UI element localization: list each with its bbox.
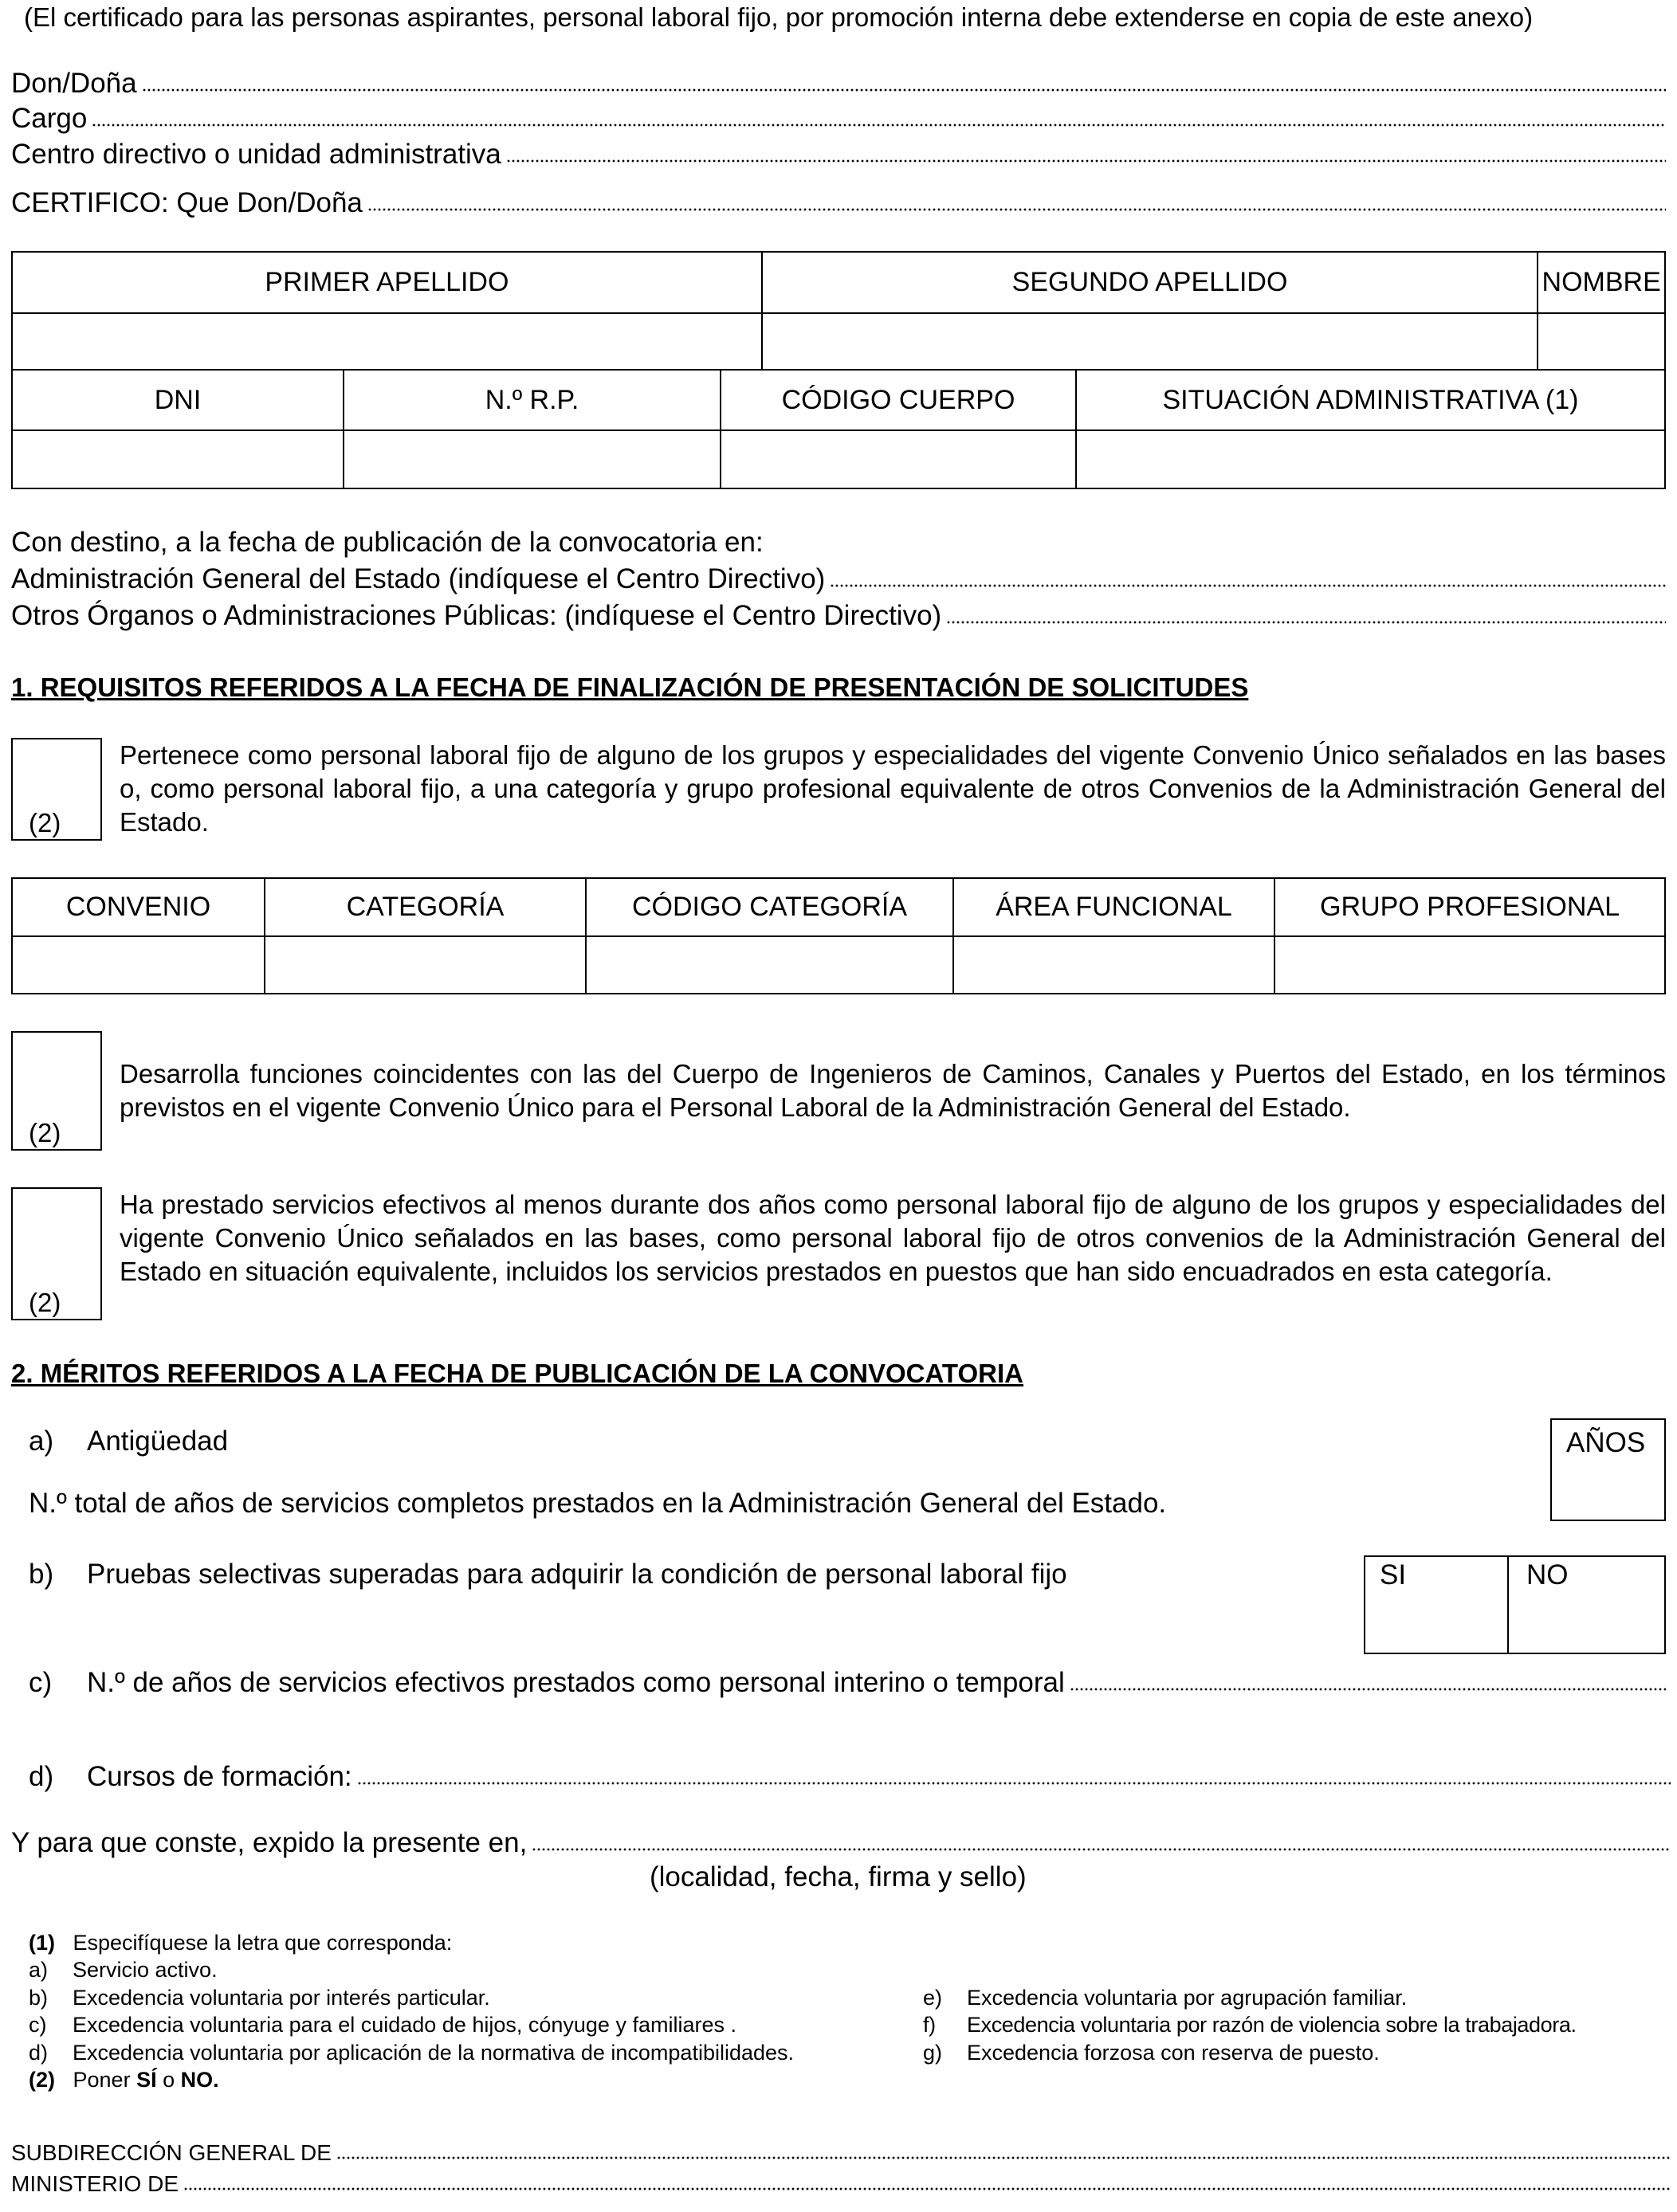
req1-text: Pertenece como personal laboral fijo de alguno de los grupos y especialidades del vigente Convenio Único señalados en las bases o, como personal laboral fijo, a una categoría y grupo profesional equivalente de otros Convenios de la Administración General del Estado. xyxy=(120,740,1666,837)
dotted-leader xyxy=(92,123,1666,127)
req1-checkbox[interactable] xyxy=(11,738,102,841)
ministerio-field[interactable] xyxy=(11,2171,1671,2198)
dotted-leader xyxy=(830,583,1666,588)
req3-checkbox[interactable] xyxy=(11,1187,102,1320)
cell-nombre[interactable] xyxy=(1538,313,1665,370)
req2-checkbox[interactable] xyxy=(11,1031,102,1151)
section-2-title: 2. MÉRITOS REFERIDOS A LA FECHA DE PUBLICACIÓN DE LA CONVOCATORIA xyxy=(11,1359,1023,1388)
cell-dni[interactable] xyxy=(12,430,344,488)
merit-c-letter: c) xyxy=(29,1667,53,1698)
cell-codigo-categoria[interactable] xyxy=(586,936,953,994)
box-note-ref: (2) xyxy=(29,808,61,838)
centro-label: Centro directivo o unidad administrativa xyxy=(11,139,501,170)
footnote-2: (2) Poner SÍ o NO. xyxy=(29,2068,219,2092)
merit-b-label: Pruebas selectivas superadas para adquirir la condición de personal laboral fijo xyxy=(87,1559,1067,1590)
merit-c-label: N.º de años de servicios efectivos prestados como personal interino o temporal xyxy=(87,1667,1065,1698)
header-primer-apellido: PRIMER APELLIDO xyxy=(12,252,762,313)
cell-convenio[interactable] xyxy=(12,936,265,994)
footnote-item-e: e) Excedencia voluntaria por agrupación familiar. xyxy=(923,1986,1408,2010)
footnote-item-b: b) Excedencia voluntaria por interés particular. xyxy=(29,1986,490,2010)
dotted-leader xyxy=(532,1847,1671,1852)
certifico-field[interactable] xyxy=(11,186,1666,220)
don-dona-field[interactable] xyxy=(11,67,1666,100)
header-codigo-categoria: CÓDIGO CATEGORÍA xyxy=(586,878,953,936)
certifico-label: CERTIFICO: Que Don/Doña xyxy=(11,187,363,218)
header-categoria: CATEGORÍA xyxy=(265,878,586,936)
dotted-leader xyxy=(183,2187,1671,2191)
dotted-leader xyxy=(946,620,1666,625)
header-nombre: NOMBRE xyxy=(1538,252,1665,313)
cell-primer-apellido[interactable] xyxy=(12,313,762,370)
cargo-field[interactable] xyxy=(11,102,1666,135)
header-segundo-apellido: SEGUNDO APELLIDO xyxy=(762,252,1538,313)
merit-a-letter: a) xyxy=(29,1426,54,1457)
footnote-1-ref: (1) xyxy=(29,1931,55,1955)
cell-grupo-profesional[interactable] xyxy=(1274,936,1665,994)
req2-text: Desarrolla funciones coincidentes con las del Cuerpo de Ingenieros de Caminos, Canales y Puertos del Estado, en los términos previstos en el vigente Convenio Único para el Personal Laboral de la Administración General del Estado. xyxy=(120,1059,1666,1122)
cell-segundo-apellido[interactable] xyxy=(762,313,1538,370)
form-note: (El certificado para las personas aspirantes, personal laboral fijo, por promoción interna debe extenderse en copia de este anexo) xyxy=(24,2,1534,32)
cargo-label: Cargo xyxy=(11,103,88,134)
merit-a-desc: N.º total de años de servicios completos prestados en la Administración General del Estado. xyxy=(29,1488,1167,1519)
box-note-ref: (2) xyxy=(29,1288,61,1318)
header-situacion-administrativa: SITUACIÓN ADMINISTRATIVA (1) xyxy=(1076,370,1665,430)
convenio-table xyxy=(11,877,1666,994)
si-box[interactable] xyxy=(1364,1555,1509,1654)
dotted-leader xyxy=(367,207,1666,212)
footnote-item-g: g) Excedencia forzosa con reserva de puesto. xyxy=(923,2041,1380,2065)
subdireccion-field[interactable] xyxy=(11,2139,1671,2167)
footnote-item-f: f) Excedencia voluntaria por razón de violencia sobre la trabajadora. xyxy=(923,2013,1577,2037)
merit-d-label: Cursos de formación: xyxy=(87,1761,352,1792)
header-area-funcional: ÁREA FUNCIONAL xyxy=(953,878,1274,936)
merit-a-label: Antigüedad xyxy=(87,1426,229,1457)
merit-d-field[interactable] xyxy=(87,1760,1671,1794)
merit-c-field[interactable] xyxy=(87,1666,1666,1700)
personal-data-table xyxy=(11,251,1666,371)
personal-data-table-2 xyxy=(11,369,1666,489)
header-dni: DNI xyxy=(12,370,344,430)
no-label: NO xyxy=(1526,1559,1569,1590)
header-convenio: CONVENIO xyxy=(12,878,265,936)
cell-area-funcional[interactable] xyxy=(953,936,1274,994)
subdireccion-label: SUBDIRECCIÓN GENERAL DE xyxy=(11,2140,332,2165)
no-box[interactable] xyxy=(1507,1555,1666,1654)
merit-d-letter: d) xyxy=(29,1761,54,1792)
cell-categoria[interactable] xyxy=(265,936,586,994)
footnote-item-c: c) Excedencia voluntaria para el cuidado de hijos, cónyuge y familiares . xyxy=(29,2013,736,2037)
expido-field[interactable] xyxy=(11,1826,1671,1860)
dotted-leader xyxy=(142,88,1666,92)
destino-otros-field[interactable] xyxy=(11,599,1666,633)
destino-age-label: Administración General del Estado (indíquese el Centro Directivo) xyxy=(11,563,826,594)
req3-text: Ha prestado servicios efectivos al menos durante dos años como personal laboral fijo de alguno de los grupos y especialidades del vigente Convenio Único señalados en las bases, como personal laboral fijo de otros convenios de la Administración General del Estado en situación equivalente, incluidos los servicios prestados en puestos que han sido encuadrados en esta categoría. xyxy=(120,1190,1666,1286)
anos-box[interactable] xyxy=(1550,1418,1666,1521)
centro-field[interactable] xyxy=(11,138,1666,171)
ministerio-label: MINISTERIO DE xyxy=(11,2171,179,2196)
destino-intro: Con destino, a la fecha de publicación de la convocatoria en: xyxy=(11,527,764,558)
destino-otros-label: Otros Órganos o Administraciones Públicas: (indíquese el Centro Directivo) xyxy=(11,600,942,631)
merit-b-letter: b) xyxy=(29,1559,54,1590)
box-note-ref: (2) xyxy=(29,1118,61,1148)
footnote-1-text: Especifíquese la letra que corresponda: xyxy=(73,1931,453,1955)
anos-label: AÑOS xyxy=(1566,1427,1646,1458)
cell-codigo-cuerpo[interactable] xyxy=(721,430,1076,488)
header-grupo-profesional: GRUPO PROFESIONAL xyxy=(1274,878,1665,936)
don-dona-label: Don/Doña xyxy=(11,68,137,99)
footnote-item-d: d) Excedencia voluntaria por aplicación de la normativa de incompatibilidades. xyxy=(29,2041,795,2065)
cell-situacion[interactable] xyxy=(1076,430,1665,488)
dotted-leader xyxy=(336,2155,1671,2160)
expido-label: Y para que conste, expido la presente en, xyxy=(11,1827,528,1858)
si-label: SI xyxy=(1380,1559,1407,1590)
section-1-title: 1. REQUISITOS REFERIDOS A LA FECHA DE FINALIZACIÓN DE PRESENTACIÓN DE SOLICITUDES xyxy=(11,673,1249,702)
dotted-leader xyxy=(1070,1687,1666,1692)
header-codigo-cuerpo: CÓDIGO CUERPO xyxy=(721,370,1076,430)
destino-age-field[interactable] xyxy=(11,563,1666,596)
footnote-item-a: a) Servicio activo. xyxy=(29,1958,218,1982)
footnote-1 xyxy=(29,1930,452,1955)
cell-nrp[interactable] xyxy=(344,430,721,488)
dotted-leader xyxy=(357,1781,1671,1786)
dotted-leader xyxy=(506,159,1666,163)
localidad-hint: (localidad, fecha, firma y sello) xyxy=(650,1861,1027,1892)
header-nrp: N.º R.P. xyxy=(344,370,721,430)
